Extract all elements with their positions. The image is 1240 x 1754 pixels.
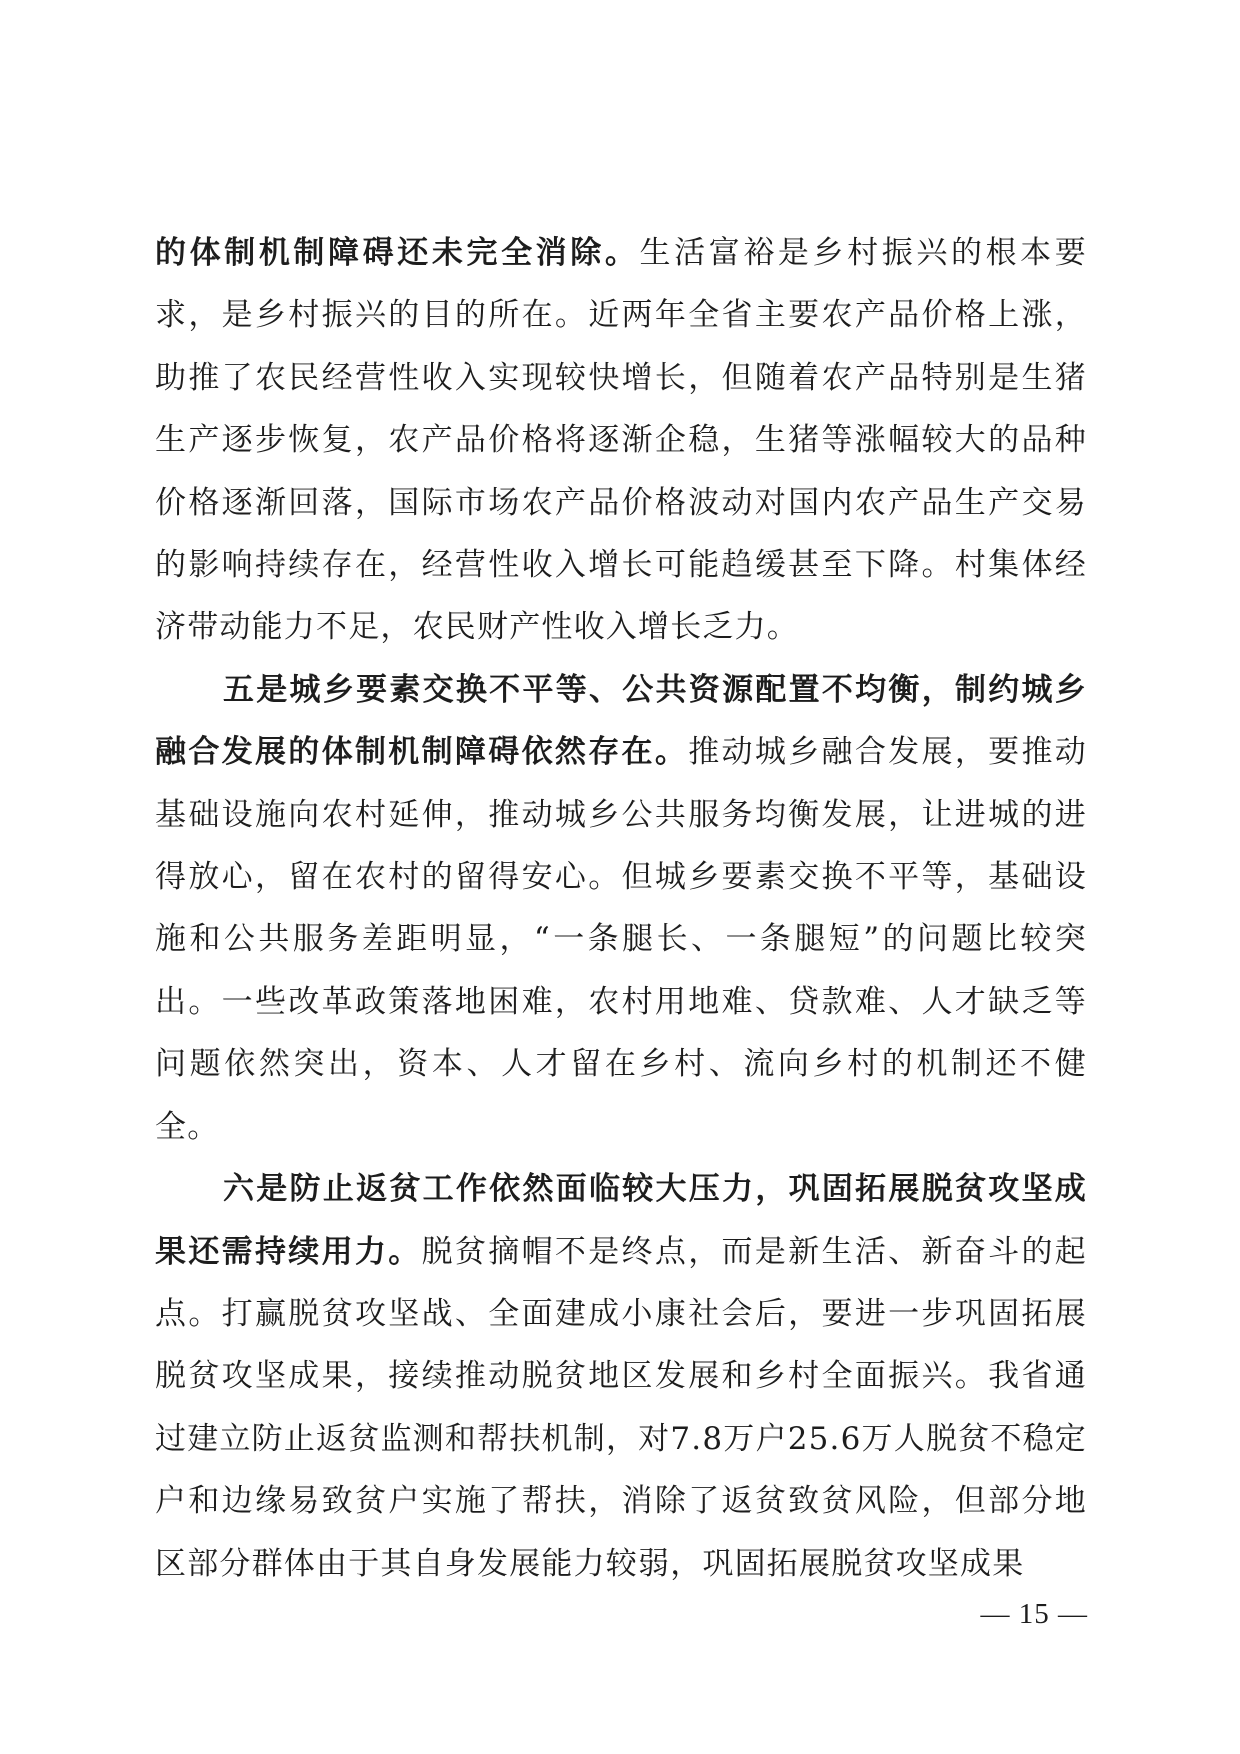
paragraph-lead: 六是防止返贫工作依然面临较大压力，巩固拓展脱贫攻坚成果还需持续用力。: [155, 1171, 1087, 1270]
paragraph-text: 脱贫摘帽不是终点，而是新生活、新奋斗的起点。打赢脱贫攻坚战、全面建成小康社会后，要进一步巩固拓展脱贫攻坚成果，接续推动脱贫地区发展和乡村全面振兴。我省通过建立防止返贫监测和帮扶机制，对7.8万户25.6万人脱贫不稳定户和边缘易致贫户实施了帮扶，消除了返贫致贫风险，但部分地区部分群体由于其自身发展能力较弱，巩固拓展脱贫攻坚成果: [155, 1233, 1087, 1582]
page-number: — 15 —: [980, 1598, 1088, 1630]
paragraph-lead: 的体制机制障碍还未完全消除。: [155, 235, 640, 271]
paragraph-lead: 五是城乡要素交换不平等、公共资源配置不均衡，制约城乡融合发展的体制机制障碍依然存在。: [155, 671, 1087, 771]
paragraph-continued: [155, 222, 1087, 659]
body-text: [155, 222, 1087, 1595]
paragraph-text: 推动城乡融合发展，要推动基础设施向农村延伸，推动城乡公共服务均衡发展，让进城的进得放心，留在农村的留得安心。但城乡要素交换不平等，基础设施和公共服务差距明显，“一条腿长、一条腿短”的问题比较突出。一些改革政策落地困难，农村用地难、贷款难、人才缺乏等问题依然突出，资本、人才留在乡村、流向乡村的机制还不健全。: [155, 734, 1087, 1145]
paragraph-five: [155, 659, 1087, 1158]
paragraph-six: [155, 1158, 1087, 1595]
paragraph-text: 生活富裕是乡村振兴的根本要求，是乡村振兴的目的所在。近两年全省主要农产品价格上涨，助推了农民经营性收入实现较快增长，但随着农产品特别是生猪生产逐步恢复，农产品价格将逐渐企稳，生猪等涨幅较大的品种价格逐渐回落，国际市场农产品价格波动对国内农产品生产交易的影响持续存在，经营性收入增长可能趋缓甚至下降。村集体经济带动能力不足，农民财产性收入增长乏力。: [155, 235, 1087, 646]
